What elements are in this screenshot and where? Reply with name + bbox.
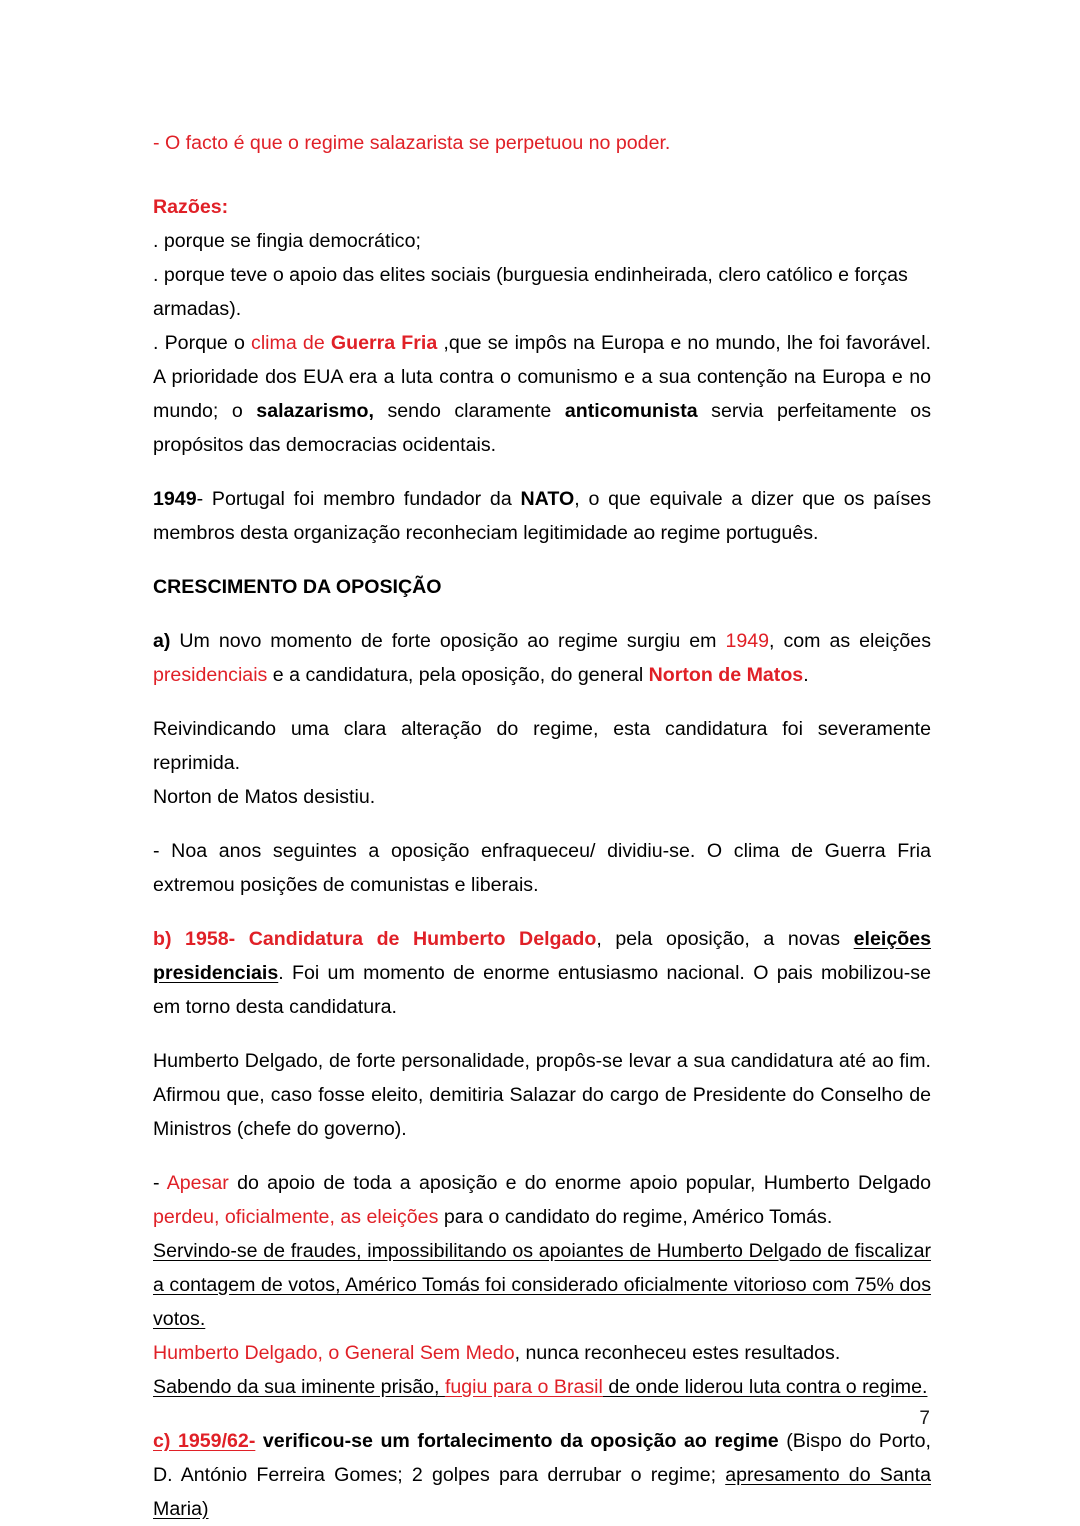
item-b-text-2: . Foi um momento de enorme entusiasmo nacional. O pais mobilizou-se em torno desta candidatura. [153, 962, 931, 1018]
razao-3-guerra-fria: Guerra Fria [330, 332, 438, 354]
item-a-norton-de-matos: Norton de Matos [648, 664, 804, 686]
spacer [153, 1024, 931, 1044]
item-b-head: b) 1958- Candidatura de Humberto Delgado [153, 928, 597, 950]
paragraph-item-a [153, 624, 931, 692]
razao-3-prefix: . Porque o [153, 332, 252, 354]
item-a-year: 1949 [725, 630, 770, 652]
razao-3-mid: sendo claramente [373, 400, 565, 422]
paragraph-razao-3 [153, 326, 931, 462]
fuga-text-2: de onde liderou luta contra o regime. [602, 1376, 928, 1398]
spacer [153, 1146, 931, 1166]
nato-text-2: , o que equivale a dizer que os países membros desta organização reconheciam legitimidade ao regime português. [153, 488, 931, 544]
nato-year: 1949 [153, 488, 197, 510]
item-c-underlined: apresamento do Santa Maria) [153, 1464, 931, 1520]
spacer [153, 550, 931, 570]
item-c-label: c) 1959/62- [153, 1430, 256, 1452]
spacer [153, 160, 931, 190]
item-c-bold-text: verificou-se um fortalecimento da oposição ao regime [255, 1430, 779, 1452]
razao-3-rest: ,que se impôs na Europa e no mundo, lhe foi favorável. A prioridade dos EUA era a luta contra o comunismo e a sua contenção na Europa e no mundo; o [153, 332, 931, 422]
item-c-text-1: (Bispo do Porto, D. António Ferreira Gomes; 2 golpes para derrubar o regime; [153, 1430, 931, 1486]
spacer [153, 902, 931, 922]
apesar-perdeu-eleicoes: perdeu, oficialmente, as eleições [153, 1206, 439, 1228]
paragraph-reivindicando: Reivindicando uma clara alteração do regime, esta candidatura foi severamente reprimida. [153, 718, 931, 774]
razao-3-anticomunista: anticomunista [564, 400, 698, 422]
fuga-brasil-link: fugiu para o Brasil [444, 1376, 603, 1398]
razao-3-red-normal: clima de [251, 332, 331, 354]
item-a-label: a) [153, 630, 171, 652]
apesar-word: Apesar [166, 1172, 229, 1194]
paragraph-razao-1: . porque se fingia democrático; [153, 230, 421, 252]
nato-acronym: NATO [520, 488, 575, 510]
heading-razoes: Razões: [153, 196, 229, 218]
heading-crescimento-oposicao: CRESCIMENTO DA OPOSIÇÃO [153, 576, 442, 598]
spacer [153, 692, 931, 712]
general-sem-medo-black: , nunca reconheceu estes resultados. [514, 1342, 841, 1364]
item-a-text-2: , com as eleições [769, 630, 931, 652]
paragraph-noa-anos: - Noa anos seguintes a oposição enfraqueceu/ dividiu-se. O clima de Guerra Fria extremou posições de comunistas e liberais. [153, 840, 931, 896]
apesar-text-2: para o candidato do regime, Américo Tomás. [438, 1206, 833, 1228]
paragraph-fuga-brasil [153, 1370, 931, 1404]
item-b-text-1: , pela oposição, a novas [596, 928, 854, 950]
spacer [153, 604, 931, 624]
paragraph-razao-2: . porque teve o apoio das elites sociais (burguesia endinheirada, clero católico e forças armadas). [153, 264, 908, 320]
intro-line-text: - O facto é que o regime salazarista se perpetuou no poder. [153, 132, 671, 154]
paragraph-norton-desistiu: Norton de Matos desistiu. [153, 786, 376, 808]
fraudes-text: Servindo-se de fraudes, impossibilitando os apoiantes de Humberto Delgado de fiscalizar a contagem de votos, Américo Tomás foi considerado oficialmente vitorioso com 75% dos votos. [153, 1240, 931, 1330]
paragraph-apesar [153, 1166, 931, 1234]
razao-3-salazarismo: salazarismo, [256, 400, 374, 422]
fuga-text-1: Sabendo da sua iminente prisão, [153, 1376, 445, 1398]
item-a-text-1: Um novo momento de forte oposição ao regime surgiu em [170, 630, 726, 652]
page-number: 7 [919, 1408, 930, 1429]
razao-3-tail: servia perfeitamente os propósitos das democracias ocidentais. [153, 400, 931, 456]
item-a-text-4: . [803, 664, 809, 686]
paragraph-fraudes [153, 1234, 931, 1336]
general-sem-medo-red: Humberto Delgado, o General Sem Medo [153, 1342, 515, 1364]
item-a-text-3: e a candidatura, pela oposição, do general [267, 664, 649, 686]
apesar-dash: - [153, 1172, 167, 1194]
paragraph-item-b [153, 922, 931, 1024]
paragraph-humberto-personalidade: Humberto Delgado, de forte personalidade, propôs-se levar a sua candidatura até ao fim. Afirmou que, caso fosse eleito, demitiria Salazar do cargo de Presidente do Conselho de Ministros (chefe do governo). [153, 1050, 931, 1140]
nato-text-1: - Portugal foi membro fundador da [196, 488, 521, 510]
paragraph-general-sem-medo [153, 1336, 931, 1370]
item-a-presidenciais: presidenciais [153, 664, 268, 686]
item-b-eleicoes: eleições [853, 928, 931, 950]
paragraph-nato [153, 482, 931, 550]
paragraph-item-c [153, 1424, 931, 1526]
paragraph-intro-line [153, 126, 931, 160]
spacer [153, 814, 931, 834]
item-b-presidenciais: presidenciais [153, 962, 279, 984]
document-body [153, 126, 931, 1526]
apesar-text-1: do apoio de toda a aposição e do enorme apoio popular, Humberto Delgado [228, 1172, 932, 1194]
spacer [153, 462, 931, 482]
